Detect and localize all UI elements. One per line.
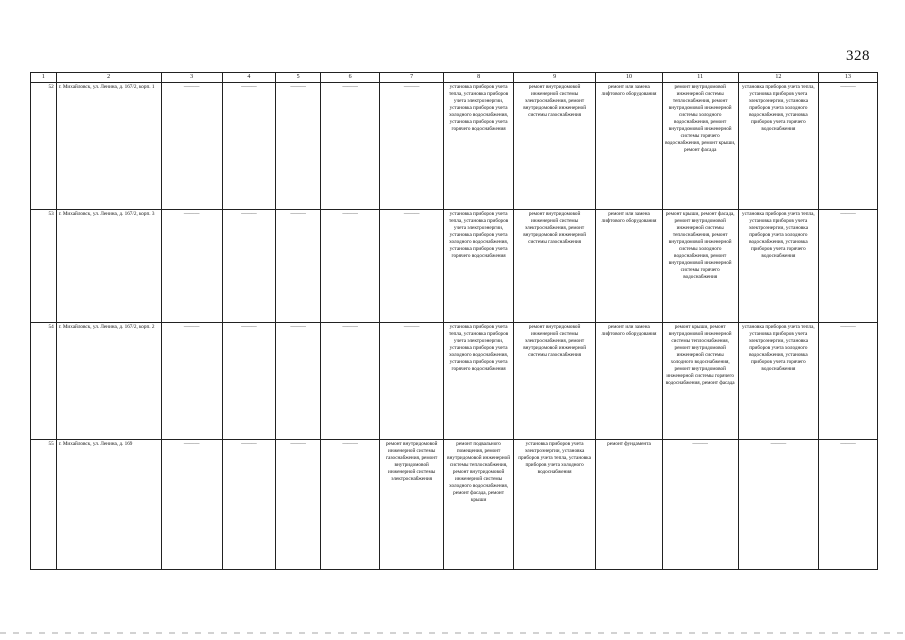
row-address: г. Михайловск, ул. Ленина, д. 167/2, корп. 3	[56, 210, 161, 323]
scan-artifact-line	[0, 632, 905, 634]
row-number: 52	[31, 83, 57, 210]
empty-cell-dash: ———	[161, 440, 222, 570]
empty-cell-dash: ———	[222, 323, 276, 440]
empty-cell-dash: ———	[161, 323, 222, 440]
empty-cell-dash: ———	[738, 440, 818, 570]
work-cell: ремонт внутридомовой инженерной системы теплоснабжения, ремонт внутридомовой инженерной системы холодного водоснабжения, ремонт внутридомовой инженерной системы горячего водоснабжения, ремонт крыши, ремонт фасада	[662, 83, 738, 210]
empty-cell-dash: ———	[380, 210, 444, 323]
table-row	[31, 440, 878, 570]
column-header: 5	[276, 73, 321, 83]
empty-cell-dash: ———	[161, 210, 222, 323]
column-header: 4	[222, 73, 276, 83]
empty-cell-dash: ———	[276, 323, 321, 440]
empty-cell-dash: ———	[380, 83, 444, 210]
empty-cell-dash: ———	[222, 210, 276, 323]
empty-cell-dash: ———	[321, 83, 380, 210]
empty-cell-dash: ———	[161, 83, 222, 210]
work-cell: ремонт крыши, ремонт внутридомовой инженерной системы теплоснабжения, ремонт внутридомовой инженерной системы холодного водоснабжения, ремонт внутридомовой инженерной системы горячего водоснабжения, ремонт фасада	[662, 323, 738, 440]
empty-cell-dash: ———	[819, 83, 878, 210]
column-header: 2	[56, 73, 161, 83]
page-number: 328	[846, 48, 870, 64]
column-header: 12	[738, 73, 818, 83]
row-address: г. Михайловск, ул. Ленина, д. 167/2, корп. 1	[56, 83, 161, 210]
empty-cell-dash: ———	[222, 83, 276, 210]
empty-cell-dash: ———	[276, 210, 321, 323]
work-cell: ремонт внутридомовой инженерной системы электроснабжения, ремонт внутридомовой инженерной системы газоснабжения	[513, 83, 595, 210]
work-cell: ремонт внутридомовой инженерной системы электроснабжения, ремонт внутридомовой инженерной системы газоснабжения	[513, 210, 595, 323]
column-header: 6	[321, 73, 380, 83]
empty-cell-dash: ———	[662, 440, 738, 570]
table-row	[31, 83, 878, 210]
column-number-row	[31, 73, 878, 83]
column-header: 3	[161, 73, 222, 83]
work-cell: установка приборов учета тепла, установка приборов учета электроэнергии, установка приборов учета холодного водоснабжения, установка приборов учета горячего водоснабжения	[444, 83, 514, 210]
empty-cell-dash: ———	[276, 83, 321, 210]
work-cell: установка приборов учета тепла, установка приборов учета электроэнергии, установка приборов учета холодного водоснабжения, установка приборов учета горячего водоснабжения	[738, 210, 818, 323]
work-cell: ремонт или замена лифтового оборудования	[596, 83, 662, 210]
work-cell: ремонт крыши, ремонт фасада, ремонт внутридомовой инженерной системы теплоснабжения, ремонт внутридомовой инженерной системы холодного водоснабжения, ремонт внутридомовой инженерной системы горячего водоснабжения	[662, 210, 738, 323]
work-cell: ремонт или замена лифтового оборудования	[596, 323, 662, 440]
empty-cell-dash: ———	[321, 440, 380, 570]
table-row	[31, 210, 878, 323]
empty-cell-dash: ———	[321, 323, 380, 440]
empty-cell-dash: ———	[819, 210, 878, 323]
work-cell: ремонт подвального помещения, ремонт внутридомовой инженерной системы теплоснабжения, ремонт внутридомовой инженерной системы холодного водоснабжения, ремонт фасада, ремонт крыши	[444, 440, 514, 570]
row-number: 54	[31, 323, 57, 440]
work-cell: ремонт внутридомовой инженерной системы электроснабжения, ремонт внутридомовой инженерной системы газоснабжения	[513, 323, 595, 440]
work-cell: установка приборов учета тепла, установка приборов учета электроэнергии, установка приборов учета холодного водоснабжения, установка приборов учета горячего водоснабжения	[444, 323, 514, 440]
work-cell: установка приборов учета тепла, установка приборов учета электроэнергии, установка приборов учета холодного водоснабжения, установка приборов учета горячего водоснабжения	[738, 323, 818, 440]
work-cell: установка приборов учета тепла, установка приборов учета электроэнергии, установка приборов учета холодного водоснабжения, установка приборов учета горячего водоснабжения	[738, 83, 818, 210]
column-header: 13	[819, 73, 878, 83]
work-cell: ремонт внутридомовой инженерной системы газоснабжения, ремонт внутридомовой инженерной системы электроснабжения	[380, 440, 444, 570]
work-cell: установка приборов учета электроэнергии, установка приборов учета тепла, установка приборов учета холодного водоснабжения	[513, 440, 595, 570]
empty-cell-dash: ———	[276, 440, 321, 570]
work-schedule-table	[30, 72, 878, 570]
row-number: 55	[31, 440, 57, 570]
table-row	[31, 323, 878, 440]
row-number: 53	[31, 210, 57, 323]
column-header: 7	[380, 73, 444, 83]
empty-cell-dash: ———	[222, 440, 276, 570]
column-header: 9	[513, 73, 595, 83]
empty-cell-dash: ———	[819, 440, 878, 570]
row-address: г. Михайловск, ул. Ленина, д. 169	[56, 440, 161, 570]
column-header: 11	[662, 73, 738, 83]
column-header: 8	[444, 73, 514, 83]
work-cell: установка приборов учета тепла, установка приборов учета электроэнергии, установка приборов учета холодного водоснабжения, установка приборов учета горячего водоснабжения	[444, 210, 514, 323]
column-header: 10	[596, 73, 662, 83]
empty-cell-dash: ———	[380, 323, 444, 440]
row-address: г. Михайловск, ул. Ленина, д. 167/2, корп. 2	[56, 323, 161, 440]
empty-cell-dash: ———	[819, 323, 878, 440]
column-header: 1	[31, 73, 57, 83]
empty-cell-dash: ———	[321, 210, 380, 323]
work-cell: ремонт фундамента	[596, 440, 662, 570]
work-cell: ремонт или замена лифтового оборудования	[596, 210, 662, 323]
